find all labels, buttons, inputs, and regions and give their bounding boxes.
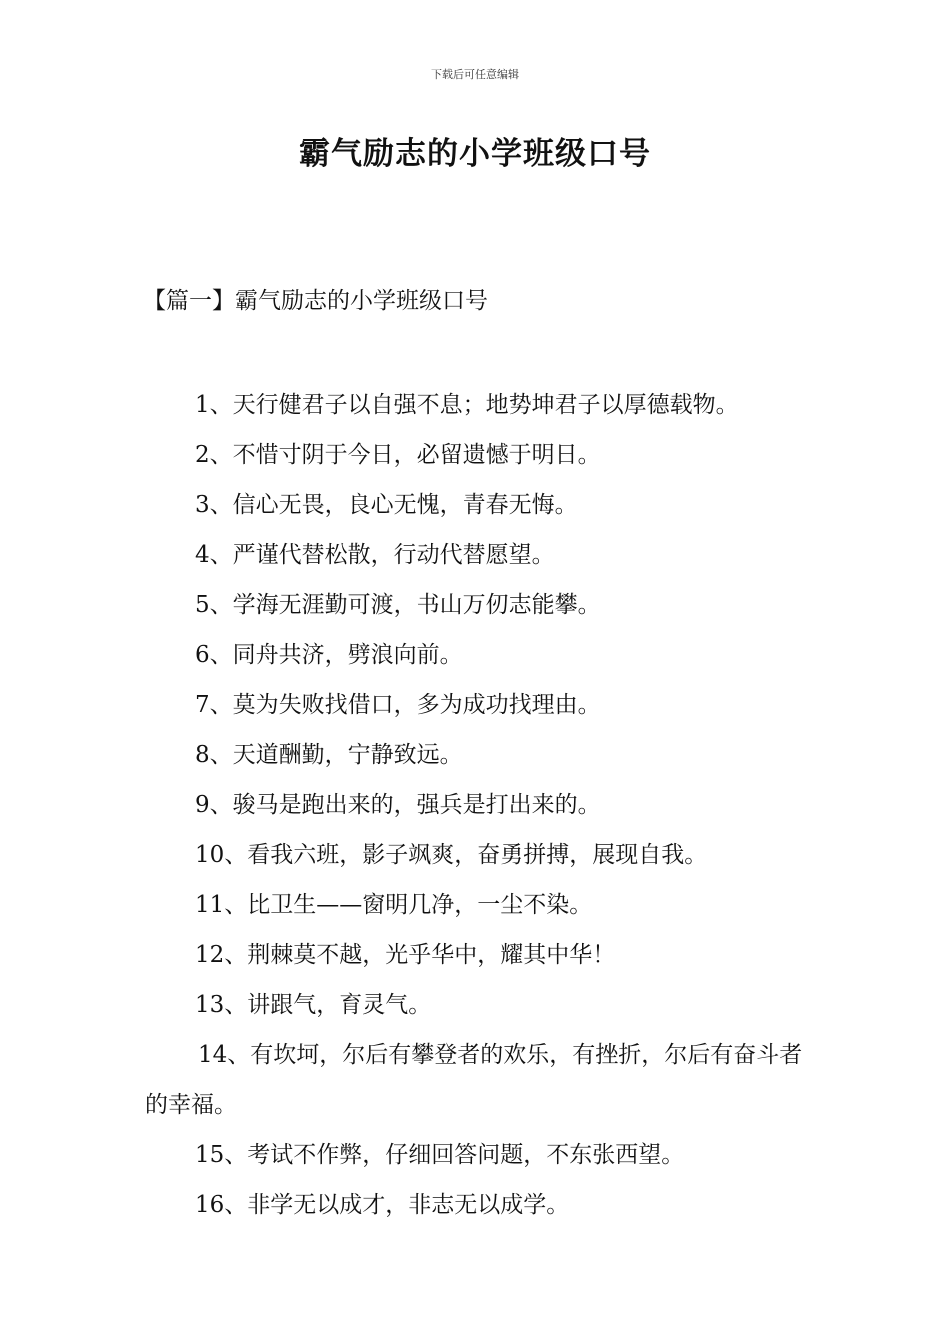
list-item: 10、看我六班，影子飒爽，奋勇拼搏，展现自我。 — [195, 842, 708, 868]
header-note: 下载后可任意编辑 — [431, 68, 519, 81]
list-item: 15、考试不作弊，仔细回答问题，不东张西望。 — [195, 1142, 685, 1168]
list-item: 6、同舟共济，劈浪向前。 — [195, 642, 463, 668]
section-heading: 【篇一】霸气励志的小学班级口号 — [143, 288, 488, 314]
list-item: 9、骏马是跑出来的，强兵是打出来的。 — [195, 792, 601, 818]
list-item: 8、天道酬勤，宁静致远。 — [195, 742, 463, 768]
list-item: 5、学海无涯勤可渡，书山万仞志能攀。 — [195, 592, 601, 618]
list-item: 16、非学无以成才，非志无以成学。 — [195, 1192, 570, 1218]
list-item: 7、莫为失败找借口，多为成功找理由。 — [195, 692, 601, 718]
list-item: 3、信心无畏，良心无愧，青春无悔。 — [195, 492, 578, 518]
list-item: 1、天行健君子以自强不息；地势坤君子以厚德载物。 — [195, 392, 739, 418]
list-item: 2、不惜寸阴于今日，必留遗憾于明日。 — [195, 442, 601, 468]
list-item: 14、有坎坷，尔后有攀登者的欢乐，有挫折，尔后有奋斗者的幸福。 — [145, 1042, 803, 1118]
list-item: 13、讲跟气，育灵气。 — [195, 992, 432, 1018]
list-item: 12、荆棘莫不越，光乎华中，耀其中华！ — [195, 942, 616, 968]
slogan-list — [145, 380, 810, 1230]
list-item: 11、比卫生——窗明几净，一尘不染。 — [195, 892, 593, 918]
list-item: 4、严谨代替松散，行动代替愿望。 — [195, 542, 555, 568]
document-title: 霸气励志的小学班级口号 — [299, 136, 651, 172]
